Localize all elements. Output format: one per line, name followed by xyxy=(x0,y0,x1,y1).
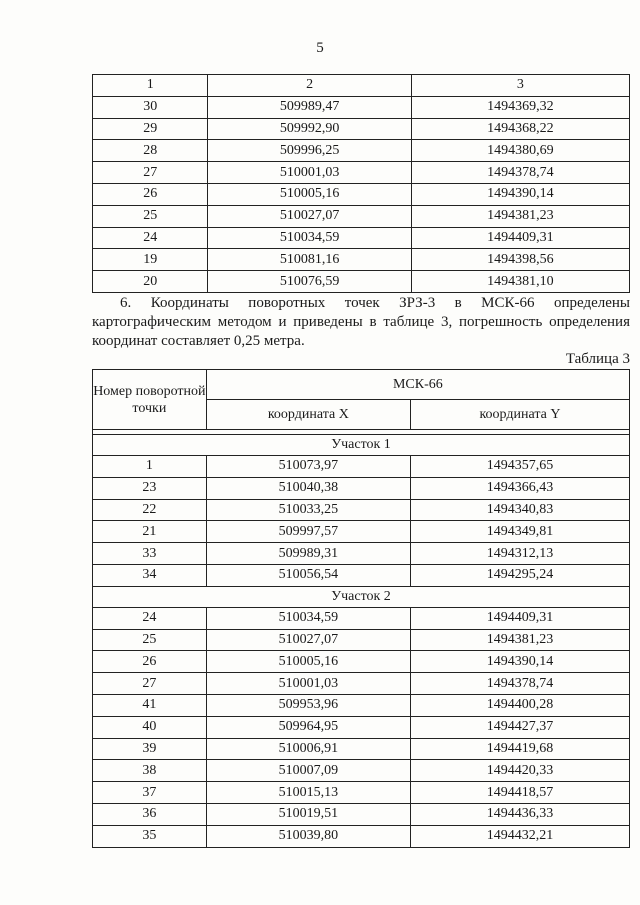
cell-coordinate-y: 1494427,37 xyxy=(410,716,629,738)
table-row xyxy=(93,456,630,478)
cell-coordinate-x: 510039,80 xyxy=(206,825,410,847)
cell-point-number: 33 xyxy=(93,543,207,565)
cell-coordinate-x: 510001,03 xyxy=(208,162,411,184)
cell-coordinate-y: 1494369,32 xyxy=(411,96,629,118)
coordinates-table-continued xyxy=(92,74,630,293)
cell-coordinate-y: 1494381,23 xyxy=(411,205,629,227)
cell-coordinate-y: 1494409,31 xyxy=(410,607,629,629)
cell-coordinate-x: 509997,57 xyxy=(206,521,410,543)
table-row xyxy=(93,607,630,629)
table-row xyxy=(93,825,630,847)
cell-coordinate-y: 1494378,74 xyxy=(411,162,629,184)
cell-point-number: 27 xyxy=(93,162,208,184)
cell-coordinate-x: 510056,54 xyxy=(206,564,410,586)
cell-point-number: 24 xyxy=(93,227,208,249)
cell-coordinate-y: 1494409,31 xyxy=(411,227,629,249)
table-row xyxy=(93,477,630,499)
header-coordinate-y: координата Y xyxy=(410,400,629,430)
table-row xyxy=(93,162,630,184)
table-row xyxy=(93,651,630,673)
table-row xyxy=(93,543,630,565)
cell-coordinate-x: 510006,91 xyxy=(206,738,410,760)
cell-coordinate-x: 2 xyxy=(208,75,411,97)
cell-point-number: 30 xyxy=(93,96,208,118)
cell-coordinate-y: 1494400,28 xyxy=(410,694,629,716)
cell-point-number: 29 xyxy=(93,118,208,140)
cell-coordinate-y: 1494390,14 xyxy=(410,651,629,673)
cell-point-number: 40 xyxy=(93,716,207,738)
table-3-caption: Таблица 3 xyxy=(565,351,630,367)
table-header-row xyxy=(93,75,630,97)
cell-coordinate-x: 509989,47 xyxy=(208,96,411,118)
table-3-header-row xyxy=(93,370,630,400)
cell-coordinate-y: 1494436,33 xyxy=(410,803,629,825)
table-3 xyxy=(92,369,630,848)
table-row xyxy=(93,96,630,118)
section-title: Участок 2 xyxy=(93,586,630,607)
cell-point-number: 22 xyxy=(93,499,207,521)
cell-coordinate-y: 1494366,43 xyxy=(410,477,629,499)
table-row xyxy=(93,227,630,249)
cell-coordinate-x: 510034,59 xyxy=(206,607,410,629)
cell-coordinate-y: 1494312,13 xyxy=(410,543,629,565)
cell-coordinate-y: 3 xyxy=(411,75,629,97)
cell-coordinate-y: 1494390,14 xyxy=(411,183,629,205)
header-msk: МСК-66 xyxy=(206,370,629,400)
cell-point-number: 26 xyxy=(93,651,207,673)
section-title-row xyxy=(93,435,630,456)
table-row xyxy=(93,118,630,140)
table-row xyxy=(93,564,630,586)
cell-coordinate-x: 510073,97 xyxy=(206,456,410,478)
cell-coordinate-x: 510034,59 xyxy=(208,227,411,249)
cell-coordinate-x: 510007,09 xyxy=(206,760,410,782)
cell-coordinate-x: 510027,07 xyxy=(208,205,411,227)
cell-coordinate-y: 1494381,23 xyxy=(410,629,629,651)
cell-point-number: 26 xyxy=(93,183,208,205)
cell-point-number: 23 xyxy=(93,477,207,499)
header-point-number: Номер поворотной точки xyxy=(93,370,207,430)
cell-point-number: 37 xyxy=(93,782,207,804)
cell-coordinate-x: 510081,16 xyxy=(208,249,411,271)
cell-point-number: 1 xyxy=(93,75,208,97)
cell-point-number: 38 xyxy=(93,760,207,782)
cell-point-number: 24 xyxy=(93,607,207,629)
table-row xyxy=(93,629,630,651)
cell-coordinate-x: 509989,31 xyxy=(206,543,410,565)
cell-coordinate-x: 510040,38 xyxy=(206,477,410,499)
cell-coordinate-x: 510019,51 xyxy=(206,803,410,825)
cell-point-number: 34 xyxy=(93,564,207,586)
table-row xyxy=(93,521,630,543)
table-row xyxy=(93,271,630,293)
cell-point-number: 20 xyxy=(93,271,208,293)
cell-coordinate-y: 1494380,69 xyxy=(411,140,629,162)
cell-coordinate-y: 1494381,10 xyxy=(411,271,629,293)
cell-coordinate-y: 1494420,33 xyxy=(410,760,629,782)
table-row xyxy=(93,183,630,205)
cell-coordinate-y: 1494432,21 xyxy=(410,825,629,847)
cell-point-number: 25 xyxy=(93,205,208,227)
cell-point-number: 1 xyxy=(93,456,207,478)
cell-coordinate-y: 1494340,83 xyxy=(410,499,629,521)
header-coordinate-x: координата X xyxy=(206,400,410,430)
cell-coordinate-x: 510005,16 xyxy=(208,183,411,205)
section-title-row xyxy=(93,586,630,607)
cell-coordinate-x: 510076,59 xyxy=(208,271,411,293)
cell-point-number: 39 xyxy=(93,738,207,760)
cell-point-number: 27 xyxy=(93,673,207,695)
cell-point-number: 36 xyxy=(93,803,207,825)
section-title: Участок 1 xyxy=(93,435,630,456)
table-row xyxy=(93,140,630,162)
cell-point-number: 19 xyxy=(93,249,208,271)
section-6-paragraph: 6. Координаты поворотных точек ЗРЗ-3 в МСК-66 определены картографическим методом и приведены в таблице 3, погрешность определения координат составляет 0,25 метра. xyxy=(92,295,630,349)
table-row xyxy=(93,803,630,825)
cell-point-number: 35 xyxy=(93,825,207,847)
cell-coordinate-x: 509964,95 xyxy=(206,716,410,738)
cell-coordinate-x: 510001,03 xyxy=(206,673,410,695)
cell-coordinate-y: 1494357,65 xyxy=(410,456,629,478)
table-row xyxy=(93,249,630,271)
table-row xyxy=(93,499,630,521)
cell-point-number: 21 xyxy=(93,521,207,543)
table-row xyxy=(93,205,630,227)
table-row xyxy=(93,738,630,760)
page-number: 5 xyxy=(316,40,324,56)
table-row xyxy=(93,694,630,716)
cell-point-number: 41 xyxy=(93,694,207,716)
cell-coordinate-x: 510005,16 xyxy=(206,651,410,673)
cell-coordinate-x: 509992,90 xyxy=(208,118,411,140)
cell-coordinate-x: 510033,25 xyxy=(206,499,410,521)
cell-coordinate-y: 1494419,68 xyxy=(410,738,629,760)
cell-coordinate-x: 510027,07 xyxy=(206,629,410,651)
table-row xyxy=(93,782,630,804)
table-row xyxy=(93,716,630,738)
cell-coordinate-y: 1494418,57 xyxy=(410,782,629,804)
cell-point-number: 28 xyxy=(93,140,208,162)
table-row xyxy=(93,760,630,782)
cell-coordinate-y: 1494378,74 xyxy=(410,673,629,695)
cell-coordinate-x: 510015,13 xyxy=(206,782,410,804)
cell-coordinate-y: 1494295,24 xyxy=(410,564,629,586)
cell-coordinate-y: 1494349,81 xyxy=(410,521,629,543)
cell-coordinate-x: 509996,25 xyxy=(208,140,411,162)
table-row xyxy=(93,673,630,695)
cell-point-number: 25 xyxy=(93,629,207,651)
cell-coordinate-y: 1494398,56 xyxy=(411,249,629,271)
cell-coordinate-x: 509953,96 xyxy=(206,694,410,716)
cell-coordinate-y: 1494368,22 xyxy=(411,118,629,140)
